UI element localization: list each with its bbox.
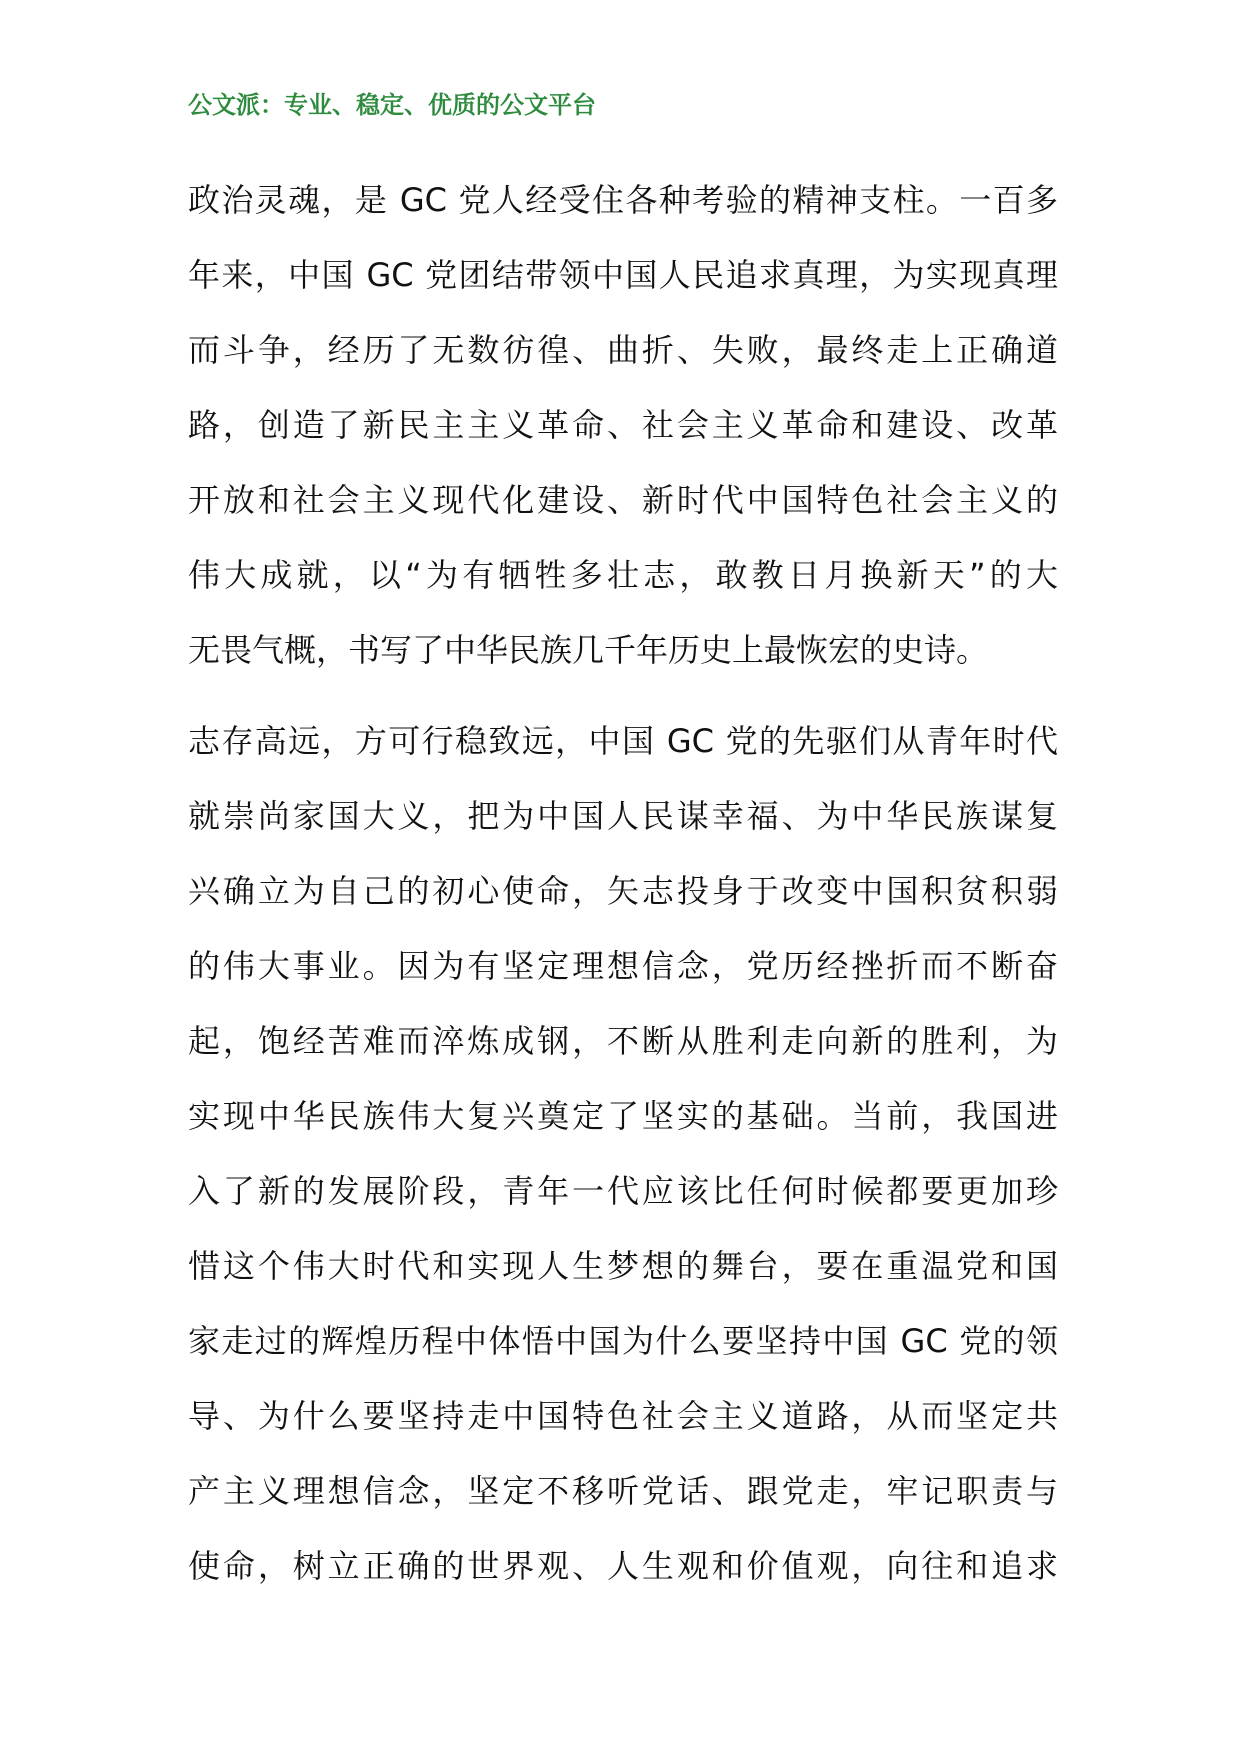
text-line: 实现中华民族伟大复兴奠定了坚实的基础。当前，我国进 xyxy=(188,1097,1058,1135)
text-line: 就崇尚家国大义，把为中国人民谋幸福、为中华民族谋复 xyxy=(188,797,1058,835)
document-body xyxy=(188,163,1058,1604)
text-line: 兴确立为自己的初心使命，矢志投身于改变中国积贫积弱 xyxy=(188,872,1058,910)
paragraph-1 xyxy=(188,163,1058,688)
text-line: 家走过的辉煌历程中体悟中国为什么要坚持中国 GC 党的领 xyxy=(188,1322,1058,1360)
text-line: 起，饱经苦难而淬炼成钢，不断从胜利走向新的胜利，为 xyxy=(188,1022,1058,1060)
paragraph-2 xyxy=(188,704,1058,1604)
text-line: 路，创造了新民主主义革命、社会主义革命和建设、改革 xyxy=(188,406,1058,444)
text-line: 而斗争，经历了无数彷徨、曲折、失败，最终走上正确道 xyxy=(188,331,1058,369)
text-line: 入了新的发展阶段，青年一代应该比任何时候都要更加珍 xyxy=(188,1172,1058,1210)
text-line: 惜这个伟大时代和实现人生梦想的舞台，要在重温党和国 xyxy=(188,1247,1058,1285)
text-line: 年来，中国 GC 党团结带领中国人民追求真理，为实现真理 xyxy=(188,256,1058,294)
text-line: 的伟大事业。因为有坚定理想信念，党历经挫折而不断奋 xyxy=(188,947,1058,985)
text-line: 产主义理想信念，坚定不移听党话、跟党走，牢记职责与 xyxy=(188,1472,1058,1510)
text-line: 伟大成就，以“为有牺牲多壮志，敢教日月换新天”的大 xyxy=(188,556,1058,594)
header-title: 公文派：专业、稳定、优质的公文平台 xyxy=(188,90,596,119)
text-line: 志存高远，方可行稳致远，中国 GC 党的先驱们从青年时代 xyxy=(188,722,1058,760)
text-line: 开放和社会主义现代化建设、新时代中国特色社会主义的 xyxy=(188,481,1058,519)
text-line: 政治灵魂，是 GC 党人经受住各种考验的精神支柱。一百多 xyxy=(188,181,1058,219)
text-line: 无畏气概，书写了中华民族几千年历史上最恢宏的史诗。 xyxy=(188,631,989,669)
text-line: 使命，树立正确的世界观、人生观和价值观，向往和追求 xyxy=(188,1547,1058,1585)
text-line: 导、为什么要坚持走中国特色社会主义道路，从而坚定共 xyxy=(188,1397,1058,1435)
